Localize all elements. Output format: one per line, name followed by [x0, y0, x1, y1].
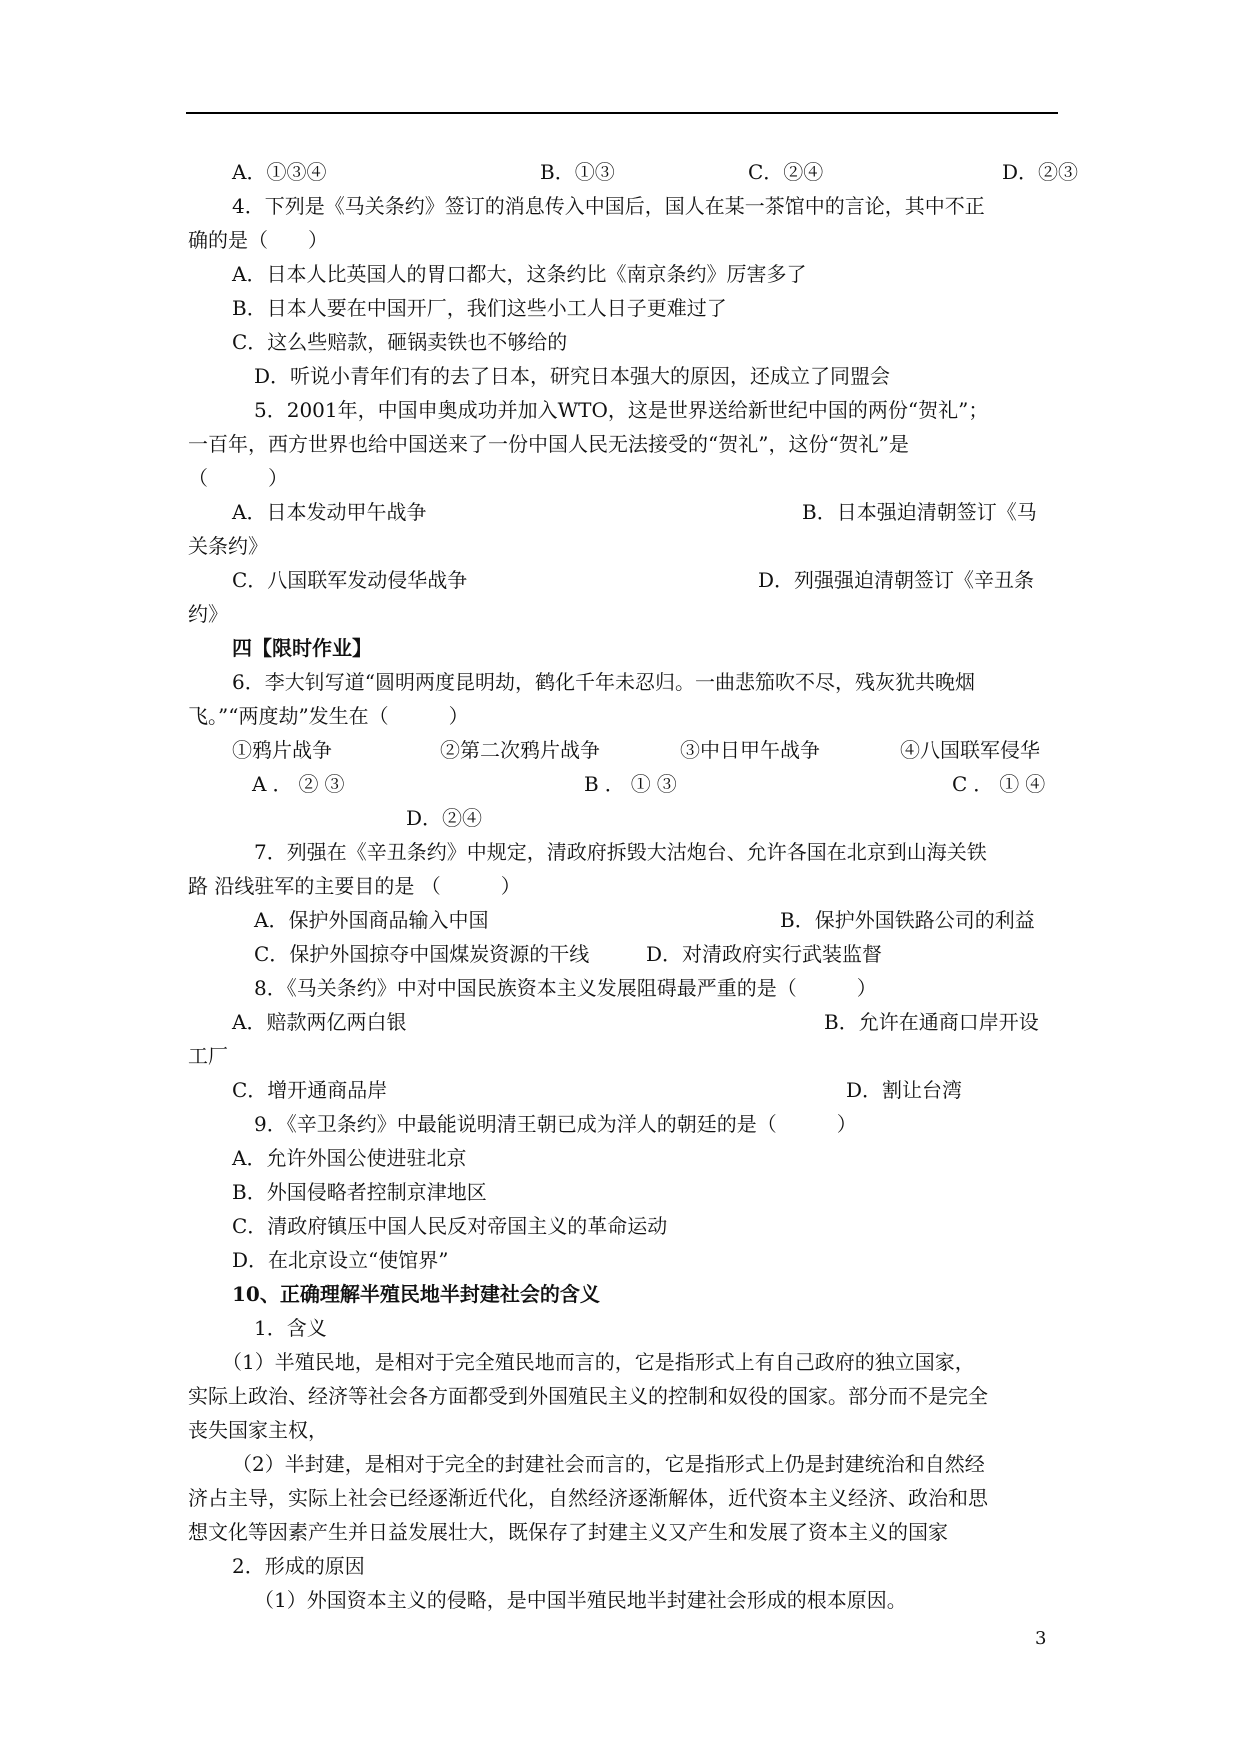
q5-stem-paren: （ ）: [188, 466, 288, 490]
q6-option-c: C．①④: [952, 772, 1052, 796]
sec10-heading: 10、正确理解半殖民地半封建社会的含义: [232, 1282, 600, 1306]
q4-stem: 4．下列是《马关条约》签订的消息传入中国后，国人在某一茶馆中的言论，其中不正: [232, 194, 985, 218]
sec10-sub-meaning: 1．含义: [254, 1316, 327, 1340]
sec10-para1: （1）半殖民地，是相对于完全殖民地而言的，它是指形式上有自己政府的独立国家，: [222, 1350, 975, 1374]
q6-option-a: A．②③: [252, 772, 351, 796]
q5-stem: 5．2001年，中国申奥成功并加入WTO，这是世界送给新世纪中国的两份“贺礼”；: [254, 398, 989, 422]
page-number: 3: [1035, 1628, 1047, 1649]
q7-stem: 7．列强在《辛丑条约》中规定，清政府拆毁大沽炮台、允许各国在北京到山海关铁: [254, 840, 987, 864]
q6-option-b: B．①③: [584, 772, 683, 796]
sec10-para2-end: 想文化等因素产生并日益发展壮大，既保存了封建主义又产生和发展了资本主义的国家: [188, 1520, 948, 1544]
q7-option-c: C．保护外国掠夺中国煤炭资源的干线: [254, 942, 590, 966]
q8-option-d: D．割让台湾: [846, 1078, 963, 1102]
q6-item-4: ④八国联军侵华: [900, 738, 1040, 762]
q5-option-a: A．日本发动甲午战争: [232, 500, 427, 524]
q6-item-3: ③中日甲午战争: [680, 738, 820, 762]
q6-stem-cont: 飞。”“两度劫”发生在（ ）: [188, 704, 469, 728]
q6-item-1: ①鸦片战争: [232, 738, 332, 762]
sec10-para1-end: 丧失国家主权，: [188, 1418, 328, 1442]
sec10-para3: （1）外国资本主义的侵略，是中国半殖民地半封建社会形成的根本原因。: [254, 1588, 907, 1612]
q4-option-a: A．日本人比英国人的胃口都大，这条约比《南京条约》厉害多了: [232, 262, 807, 286]
q9-stem: 9．《辛卫条约》中最能说明清王朝已成为洋人的朝廷的是（ ）: [254, 1112, 857, 1136]
sec10-para2: （2）半封建，是相对于完全的封建社会而言的，它是指形式上仍是封建统治和自然经: [232, 1452, 985, 1476]
q8-option-b: B．允许在通商口岸开设: [824, 1010, 1039, 1034]
q6-stem: 6．李大钊写道“圆明两度昆明劫，鹤化千年未忍归。一曲悲笳吹不尽，残灰犹共晚烟: [232, 670, 975, 694]
q9-option-b: B．外国侵略者控制京津地区: [232, 1180, 487, 1204]
q4-option-c: C．这么些赔款，砸锅卖铁也不够给的: [232, 330, 568, 354]
q4-stem-cont: 确的是（ ）: [188, 228, 328, 252]
q6-option-d: D．②④: [406, 806, 483, 830]
q7-stem-cont: 路 沿线驻军的主要目的是 （ ）: [188, 874, 521, 898]
q8-option-b-cont: 工厂: [188, 1044, 228, 1068]
q6-item-2: ②第二次鸦片战争: [440, 738, 600, 762]
section-heading: 四【限时作业】: [232, 636, 372, 660]
q7-option-a: A．保护外国商品输入中国: [254, 908, 489, 932]
q5-stem-cont: 一百年，西方世界也给中国送来了一份中国人民无法接受的“贺礼”，这份“贺礼”是: [188, 432, 909, 456]
q4-option-d: D．听说小青年们有的去了日本，研究日本强大的原因，还成立了同盟会: [254, 364, 891, 388]
q9-option-c: C．清政府镇压中国人民反对帝国主义的革命运动: [232, 1214, 668, 1238]
q5-option-b: B．日本强迫清朝签订《马: [802, 500, 1037, 524]
q5-option-b-cont: 关条约》: [188, 534, 268, 558]
q5-option-d: D．列强强迫清朝签订《辛丑条: [758, 568, 1035, 592]
q5-option-c: C．八国联军发动侵华战争: [232, 568, 468, 592]
q8-option-c: C．增开通商品岸: [232, 1078, 388, 1102]
q3-option-b: B．①③: [540, 160, 615, 184]
q9-option-d: D．在北京设立“使馆界”: [232, 1248, 449, 1272]
q8-stem: 8．《马关条约》中对中国民族资本主义发展阻碍最严重的是（ ）: [254, 976, 877, 1000]
q7-option-b: B．保护外国铁路公司的利益: [780, 908, 1035, 932]
q9-option-a: A．允许外国公使进驻北京: [232, 1146, 467, 1170]
q8-option-a: A．赔款两亿两白银: [232, 1010, 407, 1034]
q3-option-d: D．②③: [1002, 160, 1079, 184]
sec10-para1-cont: 实际上政治、经济等社会各方面都受到外国殖民主义的控制和奴役的国家。部分而不是完全: [188, 1384, 988, 1408]
q7-option-d: D．对清政府实行武装监督: [646, 942, 883, 966]
q4-option-b: B．日本人要在中国开厂，我们这些小工人日子更难过了: [232, 296, 727, 320]
sec10-para2-cont: 济占主导，实际上社会已经逐渐近代化，自然经济逐渐解体，近代资本主义经济、政治和思: [188, 1486, 988, 1510]
sec10-sub-causes: 2．形成的原因: [232, 1554, 365, 1578]
q5-option-d-cont: 约》: [188, 602, 228, 626]
header-rule: [186, 112, 1058, 114]
q3-option-a: A．①③④: [232, 160, 327, 184]
q3-option-c: C．②④: [748, 160, 824, 184]
